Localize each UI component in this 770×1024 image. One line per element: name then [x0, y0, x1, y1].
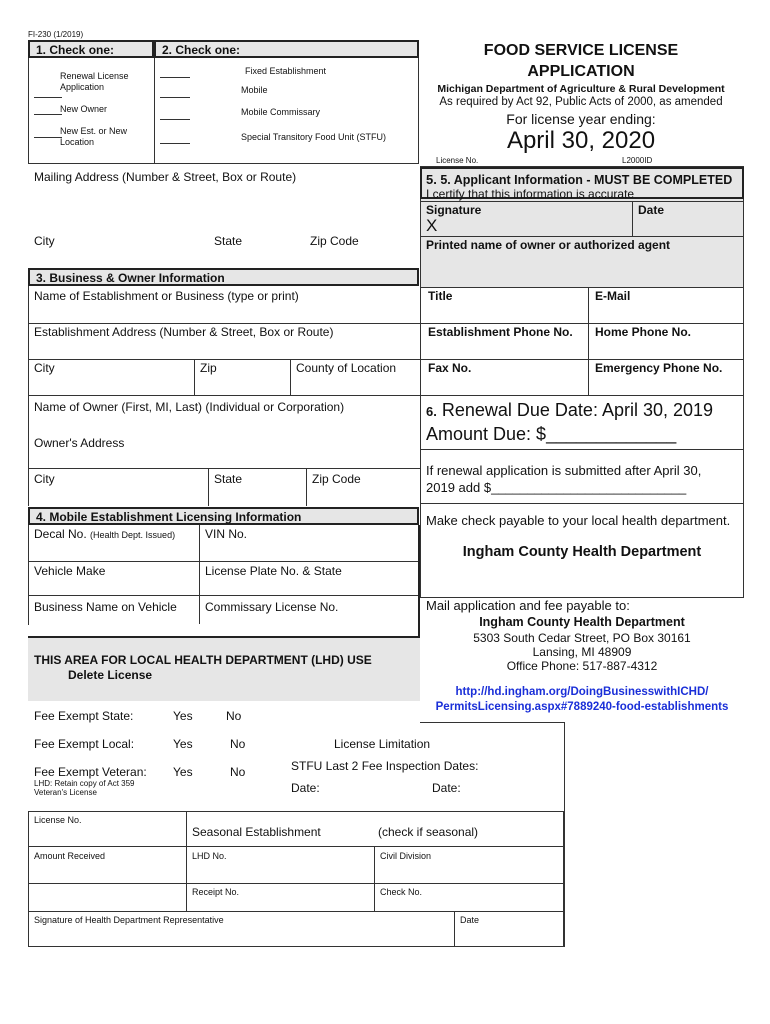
- late-note-2: 2019 add $___________________________: [426, 480, 687, 495]
- form-id: FI-230 (1/2019): [28, 30, 84, 39]
- dept-link-1[interactable]: http://hd.ingham.org/DoingBusinesswithICHD/: [455, 686, 709, 698]
- establishment-name-label: Name of Establishment or Business (type or print): [34, 289, 299, 303]
- owner-name-field[interactable]: [30, 414, 418, 430]
- option-fixed-label: Fixed Establishment: [245, 66, 327, 76]
- retain-note-2: Veteran's License: [34, 788, 97, 797]
- dept-link-2[interactable]: PermitsLicensing.aspx#7889240-food-establishments: [435, 701, 729, 713]
- section4-header: 4. Mobile Establishment Licensing Information: [28, 507, 419, 525]
- divider: [28, 883, 564, 884]
- fee-exempt-veteran-no[interactable]: No: [230, 765, 246, 779]
- fee-exempt-state-no[interactable]: No: [226, 709, 242, 723]
- est-phone-label: Establishment Phone No.: [428, 325, 573, 339]
- owner-state-label: State: [214, 472, 243, 486]
- fee-exempt-local-no[interactable]: No: [230, 737, 246, 751]
- mailing-city-label: City: [34, 234, 55, 248]
- dept-name-2: Ingham County Health Department: [479, 615, 685, 629]
- civil-division-label: Civil Division: [380, 851, 432, 861]
- emergency-phone-label: Emergency Phone No.: [595, 361, 723, 375]
- license-no-label: License No.: [436, 156, 479, 165]
- commissary-license-label: Commissary License No.: [205, 600, 339, 614]
- license-year-date: April 30, 2020: [506, 127, 656, 154]
- decal-label-text: Decal No.: [34, 527, 87, 541]
- printed-name-label: Printed name of owner or authorized agent: [426, 238, 671, 252]
- divider: [186, 811, 187, 911]
- owner-city-label: City: [34, 472, 55, 486]
- option-stfu[interactable]: [160, 131, 194, 149]
- signature-label: Signature: [426, 203, 482, 217]
- home-phone-label: Home Phone No.: [595, 325, 692, 339]
- business-name-vehicle-label: Business Name on Vehicle: [34, 600, 177, 614]
- section3-header: 3. Business & Owner Information: [28, 268, 419, 286]
- owner-address-field[interactable]: [30, 450, 418, 466]
- divider: [632, 201, 633, 236]
- divider: [421, 236, 743, 237]
- fee-exempt-state-yes[interactable]: Yes: [173, 709, 193, 723]
- check-payable-note: Make check payable to your local health department.: [426, 513, 731, 528]
- dept-name: Ingham County Health Department: [462, 544, 702, 560]
- divider: [28, 561, 420, 562]
- lhd-no-label: LHD No.: [192, 851, 227, 861]
- border-right-thick: [418, 525, 420, 636]
- divider: [421, 201, 743, 202]
- amount-due: Amount Due: $_____________: [426, 424, 677, 444]
- printed-name-field[interactable]: [424, 254, 740, 284]
- stfu-date1-label: Date:: [291, 781, 320, 795]
- divider: [454, 911, 455, 947]
- license-year-label: For license year ending:: [506, 111, 656, 127]
- option-mobile-label: Mobile: [241, 85, 268, 95]
- option-mobile[interactable]: [160, 85, 194, 103]
- dept-address-2: Lansing, MI 48909: [532, 645, 632, 659]
- option-fixed[interactable]: [160, 65, 194, 83]
- divider: [421, 395, 743, 396]
- act-reference: As required by Act 92, Public Acts of 2000, as amended: [439, 96, 723, 108]
- signature-field[interactable]: [440, 216, 628, 234]
- vehicle-make-label: Vehicle Make: [34, 564, 106, 578]
- divider: [421, 359, 743, 360]
- option-stfu-label: Special Transitory Food Unit (STFU): [241, 132, 387, 142]
- divider: [28, 846, 564, 847]
- title-line1: FOOD SERVICE LICENSE: [483, 42, 679, 59]
- fee-exempt-state-label: Fee Exempt State:: [34, 709, 134, 723]
- license-plate-label: License Plate No. & State: [205, 564, 342, 578]
- signature-date-field[interactable]: [636, 216, 740, 234]
- mailing-state-label: State: [214, 234, 243, 248]
- signature-x-mark: X: [426, 216, 438, 235]
- signature-date-label: Date: [638, 203, 665, 217]
- dept-phone: Office Phone: 517-887-4312: [506, 659, 658, 673]
- amount-received-label: Amount Received: [34, 851, 106, 861]
- stfu-dates-label: STFU Last 2 Fee Inspection Dates:: [291, 759, 479, 773]
- title-line2: APPLICATION: [527, 63, 635, 80]
- divider: [28, 595, 420, 596]
- border-left: [28, 286, 29, 506]
- section2-header: 2. Check one:: [154, 40, 419, 58]
- divider: [374, 846, 375, 911]
- establishment-address-field[interactable]: [30, 339, 418, 357]
- agency-name: Michigan Department of Agriculture & Rural Development: [437, 83, 725, 95]
- owner-address-label: Owner's Address: [34, 436, 125, 450]
- establishment-address-label: Establishment Address (Number & Street, Box or Route): [34, 325, 334, 339]
- license-no-label-lhd: License No.: [34, 815, 82, 825]
- divider: [421, 449, 743, 450]
- border-left: [28, 525, 29, 625]
- seasonal-label: Seasonal Establishment: [192, 825, 321, 839]
- mail-to-label: Mail application and fee payable to:: [426, 598, 630, 613]
- email-label: E-Mail: [595, 289, 631, 303]
- option-mobile-commissary[interactable]: [160, 107, 194, 125]
- mailing-address-field[interactable]: [30, 184, 415, 230]
- option-new-est-label: New Est. or New Location: [60, 126, 128, 147]
- section1-header: 1. Check one:: [28, 40, 154, 58]
- dept-address-1: 5303 South Cedar Street, PO Box 30161: [473, 631, 691, 645]
- vin-label: VIN No.: [205, 527, 248, 541]
- establishment-city-label: City: [34, 361, 55, 375]
- divider: [28, 359, 420, 360]
- fee-exempt-local-yes[interactable]: Yes: [173, 737, 193, 751]
- owner-zip-label: Zip Code: [312, 472, 361, 486]
- decal-label: [34, 527, 175, 541]
- divider: [28, 911, 564, 912]
- divider: [564, 722, 565, 947]
- divider: [421, 323, 743, 324]
- section6-number: 6.: [426, 404, 437, 419]
- establishment-zip-label: Zip: [200, 361, 217, 375]
- owner-name-label: Name of Owner (First, MI, Last) (Individual or Corporation): [34, 400, 345, 414]
- check-seasonal-label[interactable]: (check if seasonal): [378, 825, 479, 839]
- divider: [420, 722, 565, 723]
- divider: [28, 468, 420, 469]
- divider: [194, 359, 195, 395]
- divider: [28, 323, 420, 324]
- applicant-title-label: Title: [428, 289, 453, 303]
- mailing-address-label: Mailing Address (Number & Street, Box or Route): [34, 170, 297, 184]
- option-renewal-label: Renewal License Application: [60, 71, 129, 92]
- stfu-date2-label: Date:: [432, 781, 461, 795]
- divider: [28, 395, 420, 396]
- receipt-no-label: Receipt No.: [192, 887, 240, 897]
- divider: [588, 287, 589, 395]
- fee-exempt-veteran-yes[interactable]: Yes: [173, 765, 193, 779]
- divider: [306, 468, 307, 506]
- establishment-name-field[interactable]: [30, 303, 418, 321]
- retain-note-1: LHD: Retain copy of Act 359: [34, 779, 135, 788]
- signature-rep-date-label: Date: [460, 915, 480, 925]
- fee-exempt-local-label: Fee Exempt Local:: [34, 737, 135, 751]
- divider: [290, 359, 291, 395]
- signature-rep-label: Signature of Health Department Representative: [34, 915, 224, 925]
- option-new-owner-label: New Owner: [60, 104, 108, 114]
- fee-exempt-veteran-label: Fee Exempt Veteran:: [34, 765, 147, 779]
- section5-header: [426, 172, 732, 187]
- mailing-zip-label: Zip Code: [310, 234, 359, 248]
- renewal-due-date: [426, 400, 713, 421]
- divider: [421, 503, 743, 504]
- lhd-header: THIS AREA FOR LOCAL HEALTH DEPARTMENT (LHD) USE: [34, 653, 372, 667]
- delete-license-label[interactable]: Delete License: [68, 668, 153, 682]
- late-note-1: If renewal application is submitted after April 30,: [426, 463, 702, 478]
- section5-number: 5.: [426, 172, 437, 187]
- county-label: County of Location: [296, 361, 397, 375]
- checkbox-line[interactable]: [34, 90, 62, 98]
- section-divider: [154, 58, 155, 164]
- divider: [208, 468, 209, 506]
- license-limitation-label: License Limitation: [334, 737, 431, 751]
- certify-text: I certify that this information is accurate: [426, 187, 635, 201]
- due-date-text: Renewal Due Date: April 30, 2019: [441, 400, 714, 420]
- fax-label: Fax No.: [428, 361, 472, 375]
- option-mobile-commissary-label: Mobile Commissary: [241, 107, 321, 117]
- divider: [421, 287, 743, 288]
- divider: [199, 525, 200, 624]
- section5-header-text: 5. Applicant Information - MUST BE COMPLETED: [440, 173, 733, 187]
- check-no-label: Check No.: [380, 887, 423, 897]
- license-code: L2000ID: [622, 156, 653, 165]
- decal-note: (Health Dept. Issued): [90, 530, 176, 540]
